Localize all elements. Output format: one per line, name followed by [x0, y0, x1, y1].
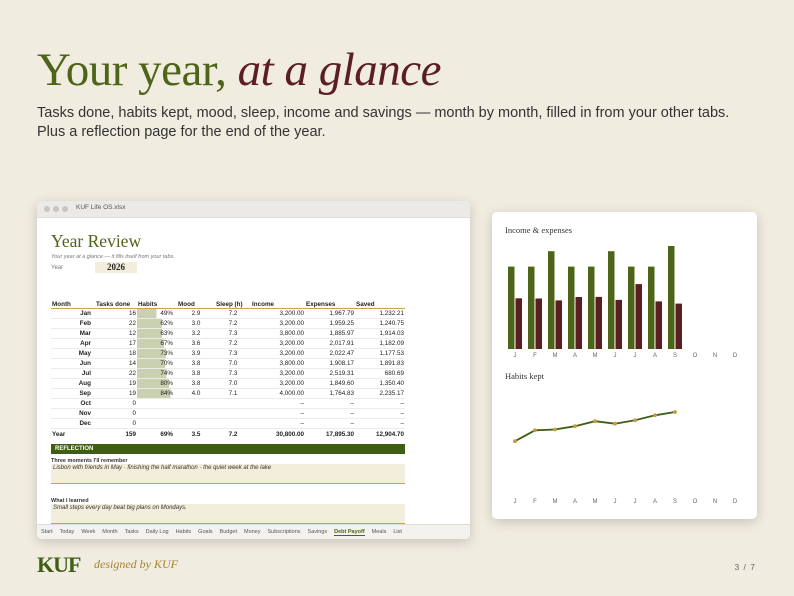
habits-point: [573, 424, 577, 428]
expense-bar: [616, 300, 623, 349]
line-month-tick: D: [732, 499, 738, 505]
page-counter: 3 / 7: [734, 562, 756, 572]
cell-expenses[interactable]: 2,017.91: [305, 339, 355, 349]
close-window-icon[interactable]: [44, 206, 50, 212]
cell-income[interactable]: 3,200.00: [251, 339, 305, 349]
table-row: [51, 419, 405, 429]
cell-income[interactable]: 3,200.00: [251, 369, 305, 379]
spreadsheet-window: [37, 201, 470, 539]
table-header-row: [51, 300, 405, 309]
window-titlebar: [37, 201, 470, 218]
cell-mood[interactable]: 3.8: [177, 369, 215, 379]
cell-tasks[interactable]: 18: [95, 349, 137, 359]
year-input[interactable]: 2026: [95, 262, 137, 273]
cell-mood[interactable]: 3.8: [177, 359, 215, 369]
cell-expenses[interactable]: 1,764.83: [305, 389, 355, 399]
table-row: [51, 329, 405, 339]
habits-point: [593, 419, 597, 423]
cell-income[interactable]: –: [251, 409, 305, 419]
habits-point: [653, 413, 657, 417]
cell-habits[interactable]: 73%: [137, 349, 177, 359]
reflection-question-2: What I learned: [51, 498, 89, 504]
year-label: Year: [51, 265, 64, 271]
expense-bar: [596, 297, 603, 349]
table-row: [51, 309, 405, 319]
cell-month[interactable]: Feb: [51, 319, 95, 329]
bar-month-tick: S: [672, 353, 678, 359]
cell-sleep[interactable]: 7.3: [215, 329, 251, 339]
cell-expenses[interactable]: 2,022.47: [305, 349, 355, 359]
line-month-tick: S: [672, 499, 678, 505]
cell-tasks[interactable]: 0: [95, 399, 137, 409]
cell-habits[interactable]: 80%: [137, 379, 177, 389]
cell-tasks[interactable]: 12: [95, 329, 137, 339]
cell-saved[interactable]: –: [355, 409, 405, 419]
reflection-question-1: Three moments I'll remember: [51, 458, 128, 464]
cell-month[interactable]: Jan: [51, 309, 95, 319]
sheet-tab[interactable]: Tasks: [124, 529, 139, 535]
sheet-tab[interactable]: Goals: [198, 529, 213, 535]
cell-month[interactable]: Aug: [51, 379, 95, 389]
bar-month-tick: O: [692, 353, 698, 359]
cell-mood[interactable]: 3.2: [177, 329, 215, 339]
cell-habits[interactable]: 74%: [137, 369, 177, 379]
cell-tasks[interactable]: 0: [95, 409, 137, 419]
year-review-table: [51, 300, 405, 439]
expense-bar: [556, 300, 563, 349]
sheet-content: [51, 217, 470, 525]
header-tasks: Tasks done: [95, 300, 137, 309]
bar-month-tick: J: [633, 353, 637, 359]
cell-sleep[interactable]: 7.0: [215, 379, 251, 389]
cell-sleep[interactable]: 7.1: [215, 389, 251, 399]
total-mood: 3.5: [177, 429, 215, 440]
table-row: [51, 319, 405, 329]
page-subtitle: Tasks done, habits kept, mood, sleep, income and savings — month by month, filled in from your other tabs. Plus a reflection page for the end of the year.: [37, 105, 730, 140]
income-bar: [668, 246, 675, 349]
bar-month-tick: F: [533, 353, 537, 359]
bar-month-tick: J: [613, 353, 617, 359]
table-row: [51, 349, 405, 359]
sheet-tab[interactable]: Daily Log: [145, 529, 169, 535]
cell-sleep[interactable]: [215, 399, 251, 409]
cell-saved[interactable]: –: [355, 419, 405, 429]
brand-logo: KUF: [37, 552, 81, 577]
cell-saved[interactable]: 2,235.17: [355, 389, 405, 399]
cell-month[interactable]: Dec: [51, 419, 95, 429]
header-sleep: Sleep (h): [215, 300, 251, 309]
expense-bar: [676, 304, 683, 349]
table-body: [51, 309, 405, 429]
cell-expenses[interactable]: 1,959.25: [305, 319, 355, 329]
cell-expenses[interactable]: 2,519.31: [305, 369, 355, 379]
line-month-tick: A: [572, 499, 578, 505]
cell-mood[interactable]: 3.0: [177, 319, 215, 329]
minimize-window-icon[interactable]: [53, 206, 59, 212]
header-income: Income: [251, 300, 305, 309]
line-month-tick: F: [533, 499, 537, 505]
cell-tasks[interactable]: 17: [95, 339, 137, 349]
cell-month[interactable]: Oct: [51, 399, 95, 409]
cell-month[interactable]: May: [51, 349, 95, 359]
habits-point: [553, 428, 557, 432]
cell-mood[interactable]: [177, 409, 215, 419]
cell-saved[interactable]: –: [355, 399, 405, 409]
total-saved: 12,904.70: [355, 429, 405, 440]
cell-tasks[interactable]: 14: [95, 359, 137, 369]
income-bar: [648, 267, 655, 349]
income-bar: [568, 267, 575, 349]
sheet-tab[interactable]: Month: [102, 529, 118, 535]
cell-saved[interactable]: 1,240.75: [355, 319, 405, 329]
total-sleep: 7.2: [215, 429, 251, 440]
cell-month[interactable]: Mar: [51, 329, 95, 339]
review-title: Year Review: [51, 231, 142, 251]
table-total-row: [51, 429, 405, 440]
cell-tasks[interactable]: 22: [95, 369, 137, 379]
sheet-tab[interactable]: Debt Payoff: [334, 528, 365, 535]
total-income: 30,800.00: [251, 429, 305, 440]
table-row: [51, 359, 405, 369]
sheet-tab[interactable]: Meals: [371, 529, 387, 535]
sheet-tab[interactable]: Start: [41, 529, 53, 535]
cell-expenses[interactable]: 1,849.60: [305, 379, 355, 389]
expense-bar: [516, 298, 523, 349]
bar-month-tick: A: [652, 353, 658, 359]
charts-panel: [492, 212, 757, 519]
expense-bar: [636, 284, 643, 349]
header-saved: Saved: [355, 300, 405, 309]
habits-point: [633, 418, 637, 422]
cell-sleep[interactable]: [215, 409, 251, 419]
reflection-answer-2[interactable]: Small steps every day beat big plans on Mondays.: [51, 504, 405, 524]
cell-month[interactable]: Jul: [51, 369, 95, 379]
line-month-tick: M: [552, 499, 558, 505]
sheet-tab[interactable]: Week: [81, 529, 96, 535]
income-bar: [628, 267, 635, 349]
income-bar: [608, 251, 615, 349]
cell-sleep[interactable]: 7.2: [215, 309, 251, 319]
cell-saved[interactable]: 680.69: [355, 369, 405, 379]
page-title: [37, 42, 441, 98]
cell-mood[interactable]: 3.6: [177, 339, 215, 349]
expense-bar: [536, 299, 543, 350]
cell-habits[interactable]: [137, 419, 177, 429]
cell-saved[interactable]: 1,182.09: [355, 339, 405, 349]
cell-expenses[interactable]: 1,885.97: [305, 329, 355, 339]
cell-sleep[interactable]: 7.3: [215, 369, 251, 379]
cell-tasks[interactable]: 19: [95, 389, 137, 399]
cell-expenses[interactable]: –: [305, 409, 355, 419]
line-month-tick: J: [613, 499, 617, 505]
cell-month[interactable]: Sep: [51, 389, 95, 399]
table-row: [51, 399, 405, 409]
sheet-tab[interactable]: Subscriptions: [267, 529, 301, 535]
cell-mood[interactable]: 4.0: [177, 389, 215, 399]
reflection-answer-1[interactable]: Lisbon with friends in May · finishing the half marathon · the quiet week at the lake: [51, 464, 405, 484]
table-row: [51, 339, 405, 349]
cell-mood[interactable]: 3.9: [177, 349, 215, 359]
total-month: Year: [51, 429, 95, 440]
cell-month[interactable]: Nov: [51, 409, 95, 419]
bar-month-tick: J: [513, 353, 517, 359]
cell-month[interactable]: Apr: [51, 339, 95, 349]
habits-point: [613, 422, 617, 426]
cell-income[interactable]: 3,200.00: [251, 349, 305, 359]
line-month-tick: J: [513, 499, 517, 505]
cell-mood[interactable]: [177, 399, 215, 409]
cell-income[interactable]: 3,800.00: [251, 359, 305, 369]
cell-tasks[interactable]: 16: [95, 309, 137, 319]
habits-chart-title: Habits kept: [505, 371, 544, 381]
table-row: [51, 389, 405, 399]
cell-income[interactable]: 4,000.00: [251, 389, 305, 399]
line-month-tick: O: [692, 499, 698, 505]
cell-habits[interactable]: 49%: [137, 309, 177, 319]
title-accent: at a glance: [237, 44, 441, 96]
bar-month-tick: M: [552, 353, 558, 359]
cell-sleep[interactable]: [215, 419, 251, 429]
cell-habits[interactable]: 62%: [137, 319, 177, 329]
line-month-tick: A: [652, 499, 658, 505]
cell-expenses[interactable]: –: [305, 419, 355, 429]
cell-tasks[interactable]: 0: [95, 419, 137, 429]
sheet-tab[interactable]: Savings: [307, 529, 328, 535]
reflection-heading: REFLECTION: [51, 444, 405, 454]
sheet-tab[interactable]: Today: [59, 529, 75, 535]
bar-month-tick: D: [732, 353, 738, 359]
file-name: KUF Life OS.xlsx: [76, 204, 126, 211]
expense-bar: [576, 297, 583, 349]
income-expenses-chart-title: Income & expenses: [505, 225, 573, 235]
habits-series-line: [515, 412, 675, 441]
cell-tasks[interactable]: 19: [95, 379, 137, 389]
cell-saved[interactable]: 1,914.03: [355, 329, 405, 339]
habits-point: [533, 428, 537, 432]
line-month-tick: M: [592, 499, 598, 505]
cell-habits[interactable]: 63%: [137, 329, 177, 339]
sheet-tab[interactable]: Habits: [175, 529, 192, 535]
sheet-tab[interactable]: Budget: [219, 529, 237, 535]
title-main: Your year,: [37, 44, 227, 96]
sheet-tab[interactable]: Money: [243, 529, 261, 535]
cell-habits[interactable]: 84%: [137, 389, 177, 399]
header-month: Month: [51, 300, 95, 309]
cell-saved[interactable]: 1,177.53: [355, 349, 405, 359]
sheet-tab[interactable]: List: [393, 529, 402, 535]
cell-sleep[interactable]: 7.3: [215, 349, 251, 359]
habits-point: [513, 439, 517, 443]
cell-saved[interactable]: 1,232.21: [355, 309, 405, 319]
total-tasks: 159: [95, 429, 137, 440]
cell-habits[interactable]: [137, 399, 177, 409]
bar-month-tick: N: [712, 353, 718, 359]
line-month-tick: N: [712, 499, 718, 505]
cell-income[interactable]: 3,200.00: [251, 319, 305, 329]
table-row: [51, 409, 405, 419]
header-expenses: Expenses: [305, 300, 355, 309]
total-expenses: 17,895.30: [305, 429, 355, 440]
income-bar: [528, 267, 535, 349]
cell-mood[interactable]: [177, 419, 215, 429]
cell-expenses[interactable]: 1,967.79: [305, 309, 355, 319]
cell-income[interactable]: –: [251, 419, 305, 429]
cell-sleep[interactable]: 7.2: [215, 339, 251, 349]
bar-month-tick: A: [572, 353, 578, 359]
review-caption: Your year at a glance — it fills itself from your tabs.: [51, 254, 175, 260]
cell-saved[interactable]: 1,350.40: [355, 379, 405, 389]
cell-income[interactable]: 3,200.00: [251, 309, 305, 319]
income-bar: [508, 267, 515, 349]
income-bar: [548, 251, 555, 349]
table-row: [51, 379, 405, 389]
cell-tasks[interactable]: 22: [95, 319, 137, 329]
cell-month[interactable]: Jun: [51, 359, 95, 369]
total-habits: 69%: [137, 429, 177, 440]
brand-tagline: designed by KUF: [94, 557, 178, 571]
cell-mood[interactable]: 2.9: [177, 309, 215, 319]
cell-habits[interactable]: 70%: [137, 359, 177, 369]
cell-sleep[interactable]: 7.0: [215, 359, 251, 369]
expense-bar: [656, 301, 663, 349]
cell-habits[interactable]: [137, 409, 177, 419]
table-row: [51, 369, 405, 379]
line-month-tick: J: [633, 499, 637, 505]
maximize-window-icon[interactable]: [62, 206, 68, 212]
bar-month-tick: M: [592, 353, 598, 359]
habits-point: [673, 410, 677, 414]
sheet-tab-bar: [37, 524, 470, 539]
cell-income[interactable]: 3,800.00: [251, 329, 305, 339]
cell-mood[interactable]: 3.8: [177, 379, 215, 389]
header-habits: Habits: [137, 300, 177, 309]
header-mood: Mood: [177, 300, 215, 309]
cell-income[interactable]: 3,200.00: [251, 379, 305, 389]
charts-canvas: [492, 212, 757, 519]
cell-expenses[interactable]: 1,908.17: [305, 359, 355, 369]
cell-expenses[interactable]: –: [305, 399, 355, 409]
income-bar: [588, 267, 595, 349]
cell-saved[interactable]: 1,891.83: [355, 359, 405, 369]
cell-income[interactable]: –: [251, 399, 305, 409]
cell-habits[interactable]: 67%: [137, 339, 177, 349]
cell-sleep[interactable]: 7.2: [215, 319, 251, 329]
